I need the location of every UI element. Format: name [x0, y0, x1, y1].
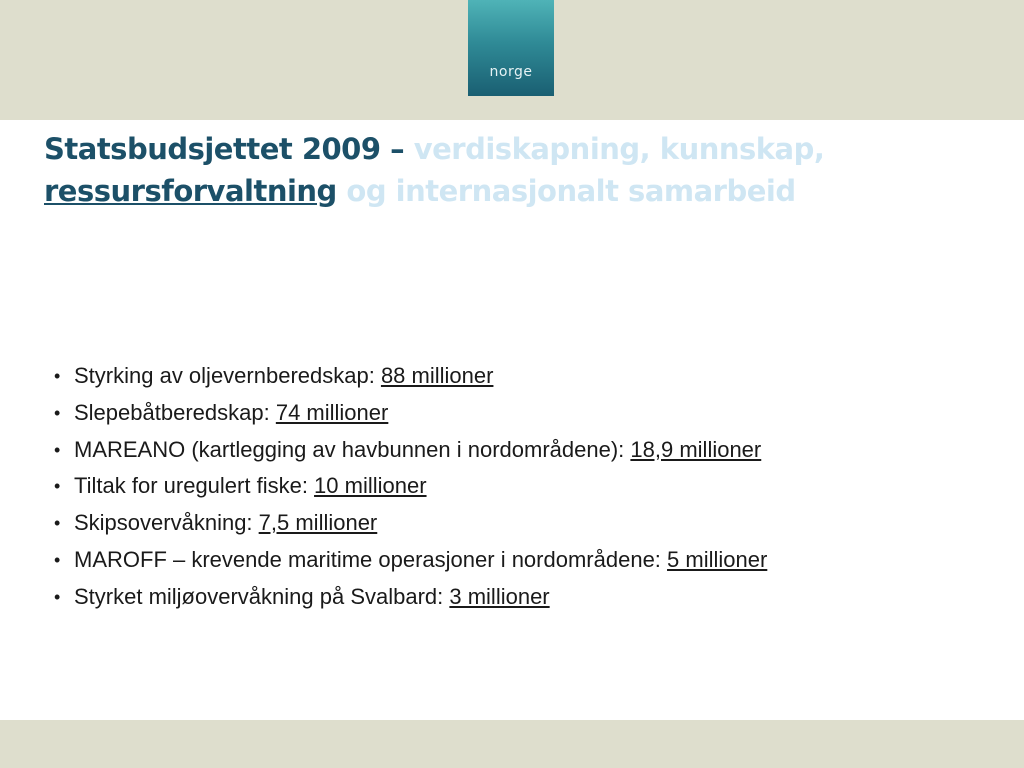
title-part-2: verdiskapning, kunnskap,	[413, 132, 825, 166]
bullet-text: MAREANO (kartlegging av havbunnen i nordområdene):	[74, 436, 631, 462]
title-part-4: og internasjonalt samarbeid	[336, 174, 796, 208]
bullet-text: Tiltak for uregulert fiske:	[74, 473, 315, 499]
norge-logo	[468, 0, 554, 96]
bullet-amount: 74 millioner	[275, 399, 389, 425]
bullet-amount: 18,9 millioner	[630, 436, 762, 462]
bullet-item	[52, 579, 992, 616]
bullet-item	[52, 505, 992, 542]
bullet-item	[52, 468, 992, 505]
bullet-text: Skipsovervåkning:	[74, 510, 259, 536]
slide-title	[44, 128, 1004, 212]
bullet-dot-icon: •	[54, 513, 61, 534]
bullet-dot-icon: •	[54, 476, 61, 497]
bullet-text: Slepebåtberedskap:	[74, 399, 276, 425]
bullet-amount: 88 millioner	[380, 363, 494, 388]
bullet-item	[52, 395, 992, 432]
bullet-amount: 3 millioner	[449, 583, 550, 609]
bullet-text: MAROFF – krevende maritime operasjoner i nordområdene:	[74, 546, 668, 572]
title-part-3: ressursforvaltning	[44, 174, 337, 208]
bullet-list	[52, 358, 992, 616]
footer-band	[0, 720, 1024, 768]
bullet-amount: 7,5 millioner	[258, 510, 378, 536]
bullet-item	[52, 358, 992, 395]
bullet-dot-icon: •	[54, 439, 61, 460]
bullet-dot-icon: •	[54, 586, 61, 607]
logo-text: norge	[489, 64, 533, 80]
bullet-amount: 5 millioner	[667, 546, 768, 572]
bullet-text: Styrking av oljevernberedskap:	[74, 363, 381, 388]
bullet-item	[52, 542, 992, 579]
bullet-dot-icon: •	[54, 366, 61, 386]
title-part-1: Statsbudsjettet 2009 –	[44, 132, 414, 166]
bullet-item	[52, 432, 992, 469]
bullet-text: Styrket miljøovervåkning på Svalbard:	[74, 583, 450, 609]
bullet-dot-icon: •	[54, 549, 61, 570]
bullet-amount: 10 millioner	[314, 473, 427, 499]
bullet-dot-icon: •	[54, 402, 61, 423]
